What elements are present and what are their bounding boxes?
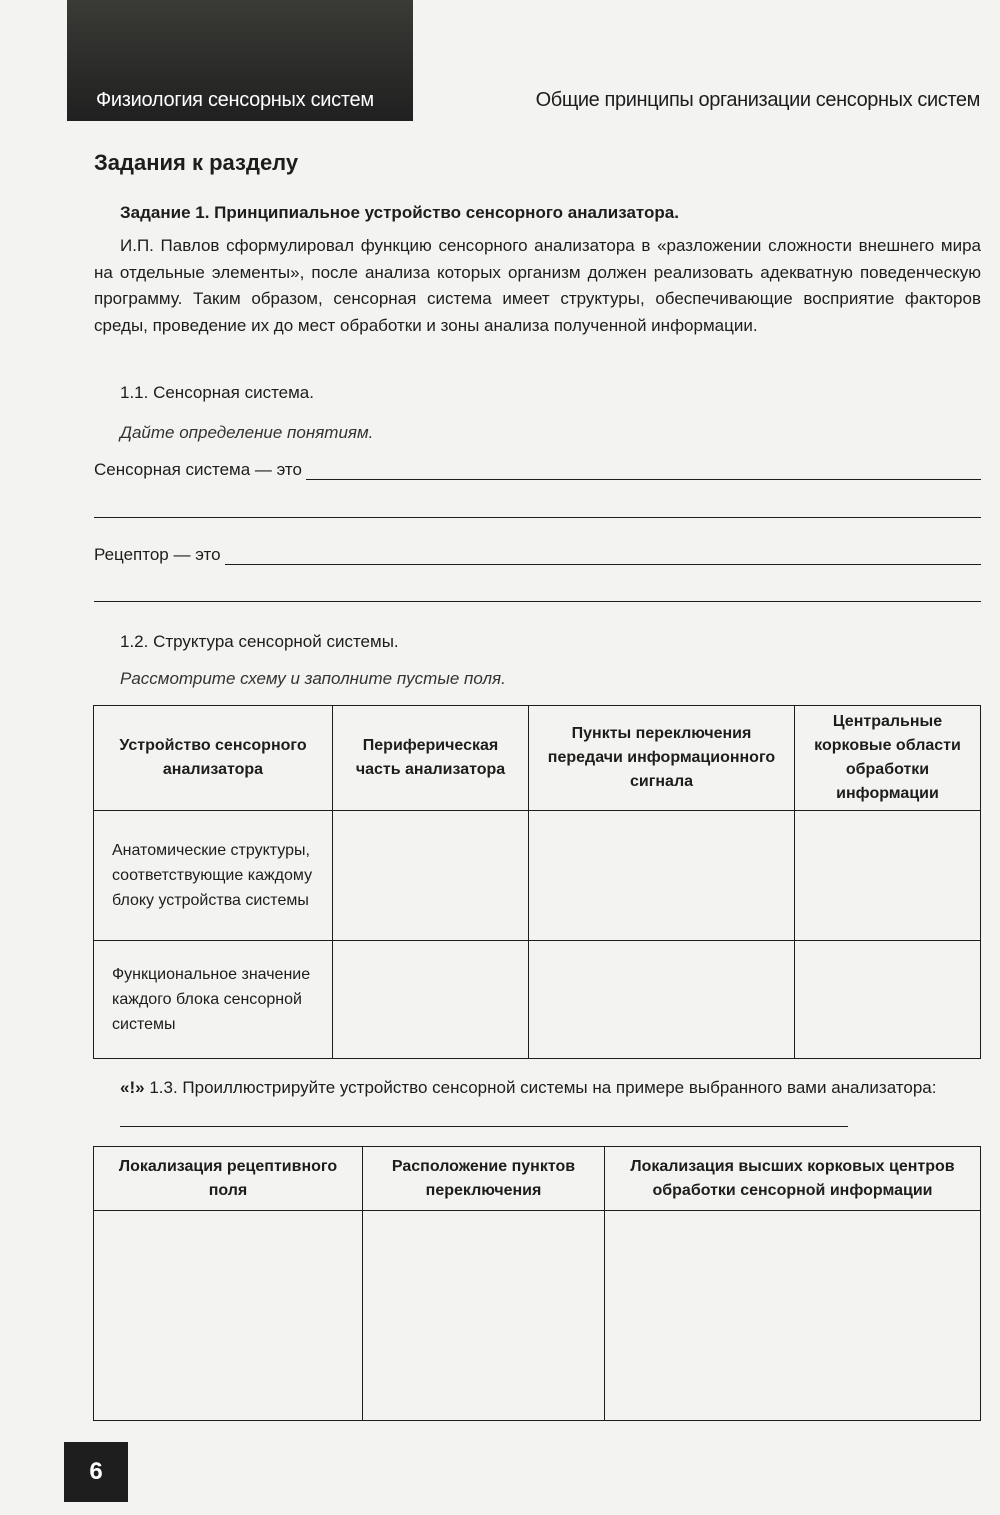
answer-cell[interactable] <box>529 941 795 1059</box>
table-header-cell: Расположение пунктов переключения <box>363 1147 605 1211</box>
answer-cell[interactable] <box>94 1211 363 1421</box>
table-header-cell: Устройство сенсорного анализатора <box>94 706 333 811</box>
definition-receptor <box>94 545 981 565</box>
definition-label: Рецептор — это <box>94 545 221 564</box>
subsection-1-2-instruction: Рассмотрите схему и заполните пустые поля. <box>120 669 506 688</box>
section-title: Задания к разделу <box>94 150 299 175</box>
answer-cell[interactable] <box>529 811 795 941</box>
answer-cell[interactable] <box>795 941 981 1059</box>
answer-line[interactable] <box>225 546 981 565</box>
table-header-cell: Периферическая часть анализатора <box>333 706 529 811</box>
structure-table <box>93 705 981 1059</box>
answer-cell[interactable] <box>333 941 529 1059</box>
table-header-cell: Центральные корковые области обработки информации <box>795 706 981 811</box>
row-label-anatomy: Анатомические структуры, соответствующие каждому блоку устройства системы <box>94 811 333 941</box>
subsection-1-3 <box>120 1075 980 1127</box>
answer-cell[interactable] <box>333 811 529 941</box>
header-book-title: Физиология сенсорных систем <box>96 89 374 111</box>
table-header-cell: Пункты переключения передачи информационного сигнала <box>529 706 795 811</box>
example-table <box>93 1146 981 1421</box>
row-label-function: Функциональное значение каждого блока сенсорной системы <box>94 941 333 1059</box>
table-header-row <box>94 706 981 811</box>
definition-label: Сенсорная система — это <box>94 460 302 479</box>
table-header-cell: Локализация рецептивного поля <box>94 1147 363 1211</box>
task-paragraph-text: И.П. Павлов сформулировал функцию сенсорного анализатора в «разложении сложности внешнего мира на отдельные элементы», после анализа которых организм должен реализовать адекватную поведенческую программу. Таким образом, сенсорная система имеет структуры, обеспечивающие восприятие факторов среды, проведение их до мест обработки и зоны анализа полученной информации. <box>94 236 981 335</box>
table-row <box>94 811 981 941</box>
table-row <box>94 1211 981 1421</box>
important-marker: «!» <box>120 1078 145 1097</box>
header-chapter-title: Общие принципы организации сенсорных систем <box>535 89 980 111</box>
answer-line[interactable] <box>306 461 981 480</box>
definition-sensory-system <box>94 460 981 480</box>
answer-line[interactable] <box>94 601 981 602</box>
page-number: 6 <box>64 1442 128 1502</box>
answer-cell[interactable] <box>363 1211 605 1421</box>
subsection-1-1-instruction: Дайте определение понятиям. <box>120 423 374 442</box>
task-title: Задание 1. Принципиальное устройство сенсорного анализатора. <box>120 203 679 222</box>
table-header-cell: Локализация высших корковых центров обработки сенсорной информации <box>605 1147 981 1211</box>
subsection-1-3-text: 1.3. Проиллюстрируйте устройство сенсорной системы на примере выбранного вами анализатора: <box>149 1078 937 1097</box>
answer-cell[interactable] <box>795 811 981 941</box>
subsection-1-1-title: 1.1. Сенсорная система. <box>120 383 314 402</box>
subsection-1-2-title: 1.2. Структура сенсорной системы. <box>120 632 399 651</box>
answer-line[interactable] <box>94 517 981 518</box>
table-row <box>94 941 981 1059</box>
table-header-row <box>94 1147 981 1211</box>
analyzer-answer-line[interactable] <box>120 1108 848 1127</box>
answer-cell[interactable] <box>605 1211 981 1421</box>
task-paragraph <box>94 233 981 339</box>
